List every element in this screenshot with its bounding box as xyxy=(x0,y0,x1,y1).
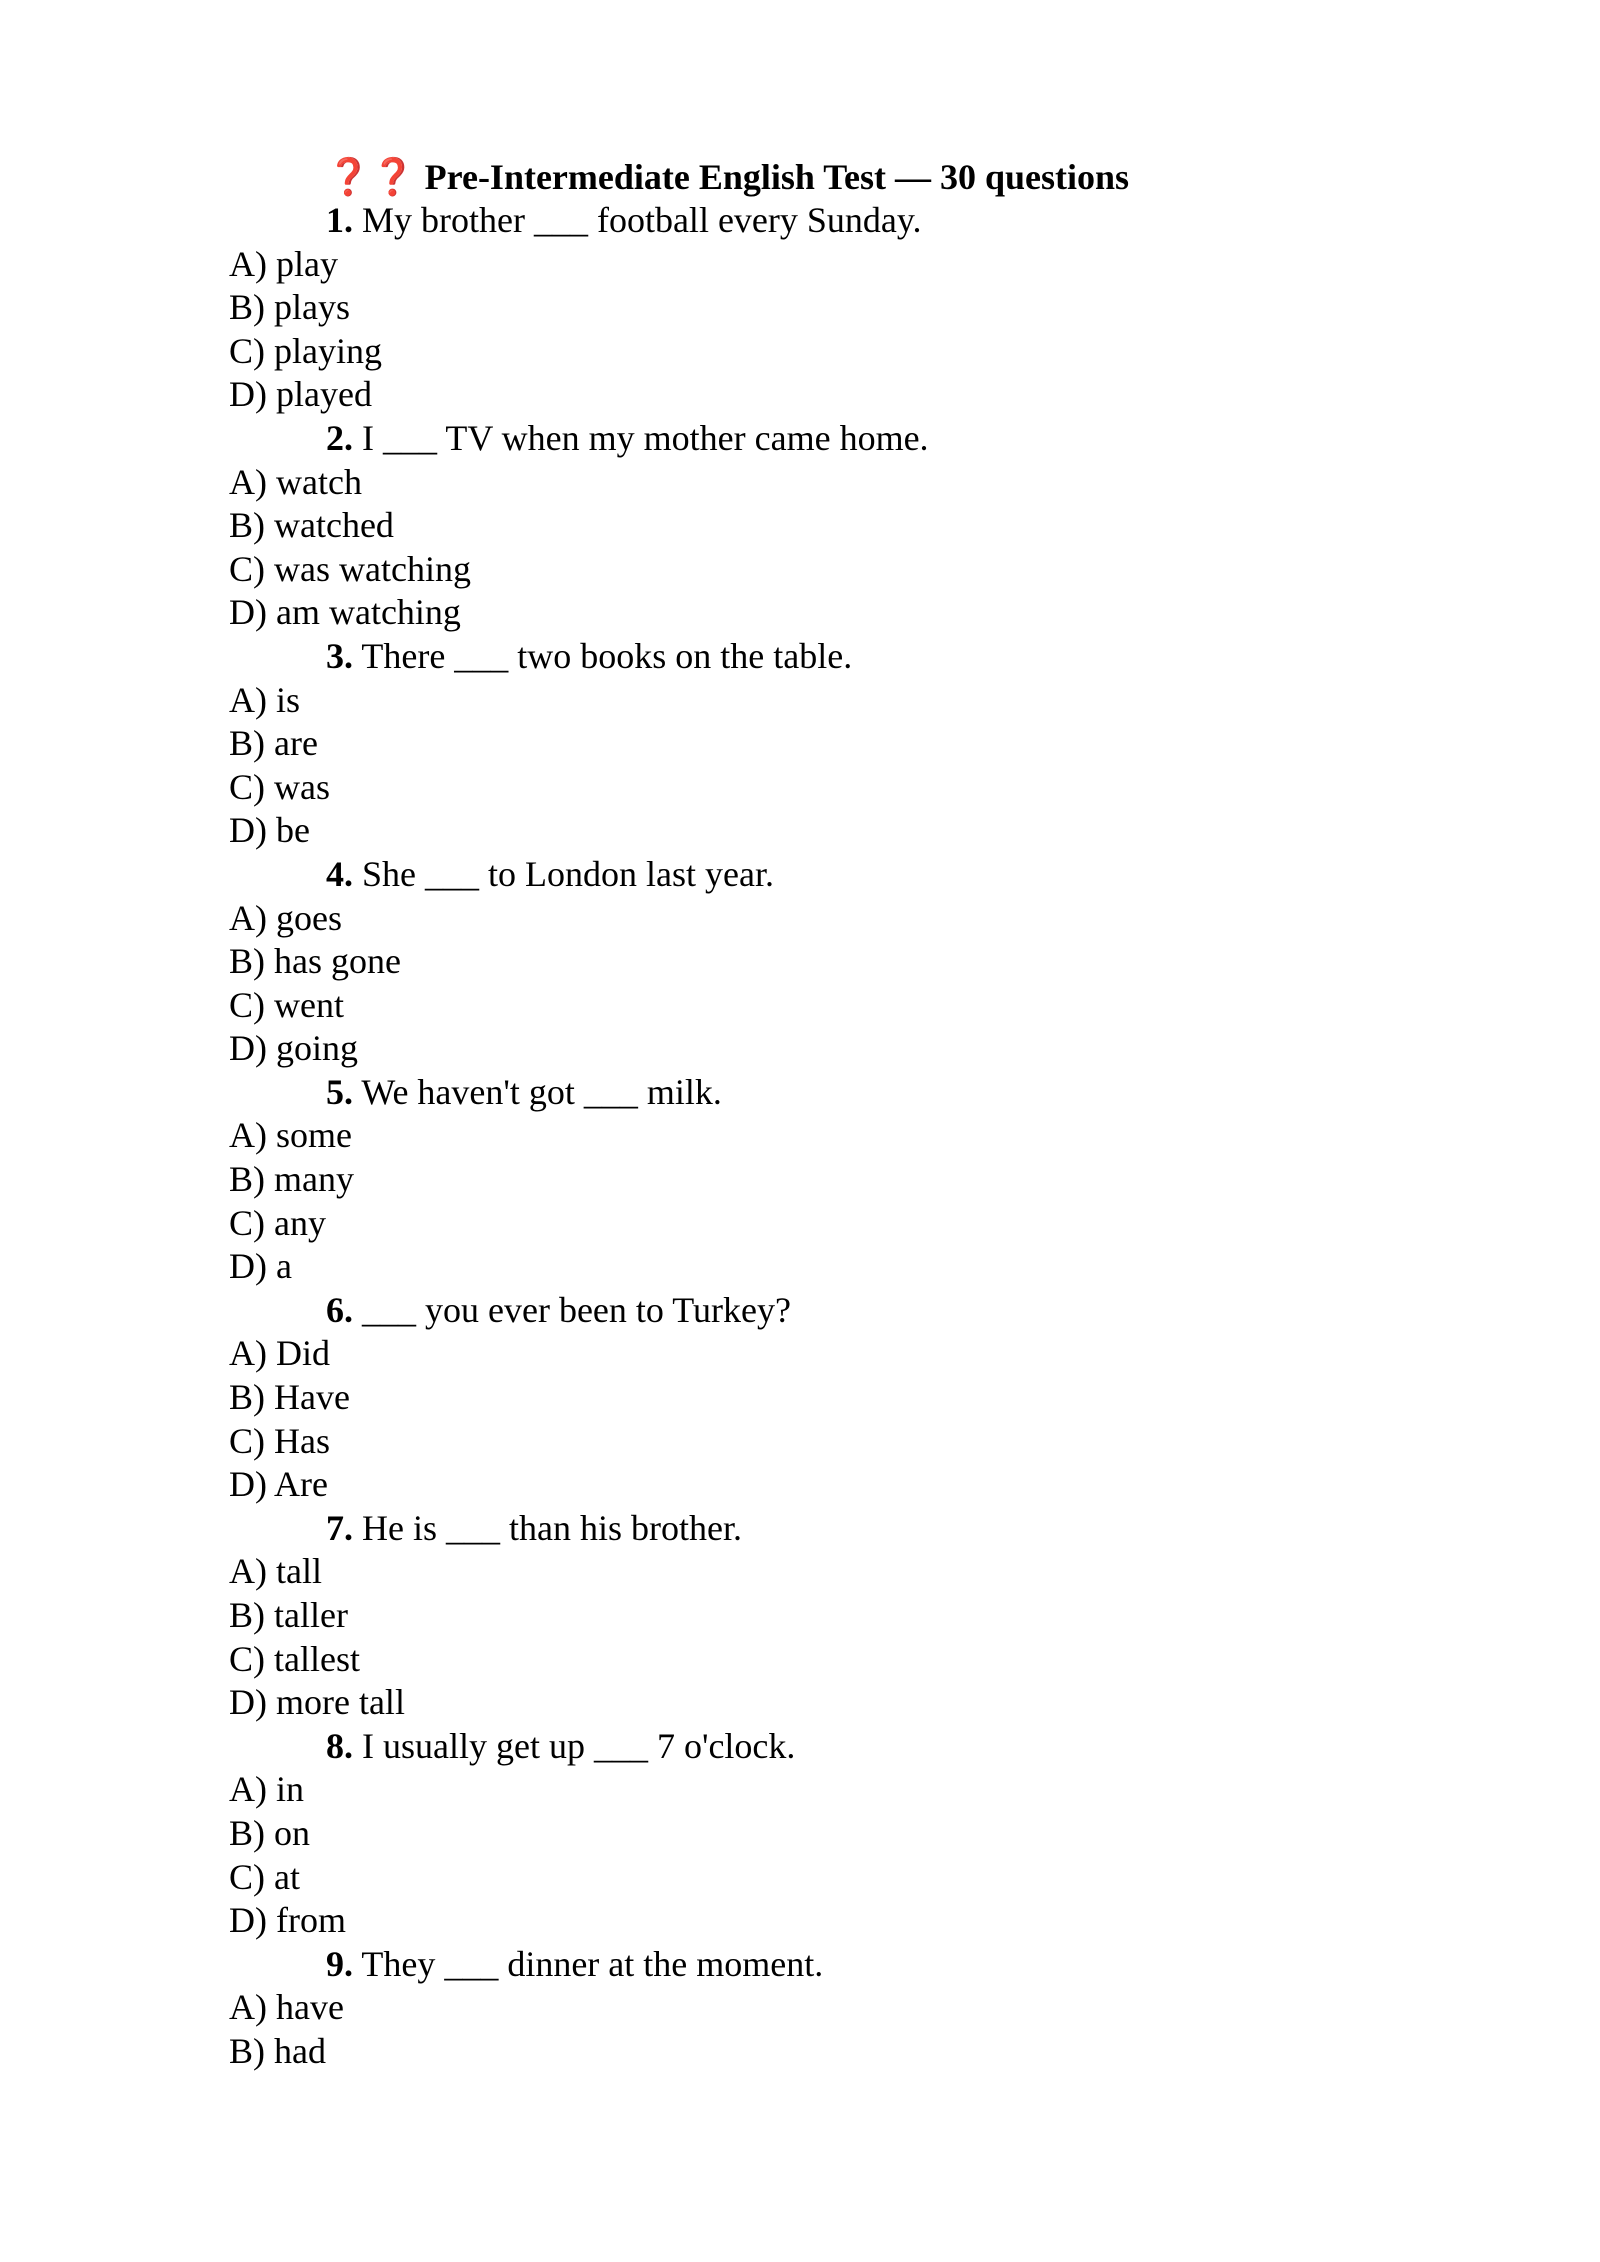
answer-option: A) play xyxy=(229,243,338,284)
question-4 xyxy=(229,853,1409,1071)
question-text: ___ you ever been to Turkey? xyxy=(362,1289,791,1330)
question-6 xyxy=(229,1289,1409,1507)
question-5 xyxy=(229,1071,1409,1289)
answer-option: A) watch xyxy=(229,461,362,502)
question-text: They ___ dinner at the moment. xyxy=(361,1943,824,1984)
answer-option: B) on xyxy=(229,1812,310,1853)
document-title: ❓❓ Pre-Intermediate English Test — 30 questions xyxy=(326,157,1130,197)
question-number: 2. xyxy=(326,417,353,458)
answer-option: C) was watching xyxy=(229,548,471,589)
question-number: 4. xyxy=(326,853,353,894)
answer-option: A) Did xyxy=(229,1333,330,1374)
question-text: There ___ two books on the table. xyxy=(361,635,853,676)
answer-option: D) Are xyxy=(229,1464,328,1505)
question-text: He is ___ than his brother. xyxy=(362,1507,742,1548)
question-text: She ___ to London last year. xyxy=(362,853,774,894)
answer-option: C) any xyxy=(229,1202,326,1243)
answer-option: C) at xyxy=(229,1856,300,1897)
answer-option: B) are xyxy=(229,723,318,764)
question-1 xyxy=(229,199,1409,417)
answer-option: A) some xyxy=(229,1115,352,1156)
question-text: I ___ TV when my mother came home. xyxy=(362,417,929,458)
question-list xyxy=(229,199,1409,2074)
answer-option: A) have xyxy=(229,1987,344,2028)
answer-option: C) tallest xyxy=(229,1638,360,1679)
answer-option: A) goes xyxy=(229,897,342,938)
answer-option: C) went xyxy=(229,984,344,1025)
answer-option: B) watched xyxy=(229,505,394,546)
answer-option: D) am watching xyxy=(229,592,461,633)
question-line xyxy=(229,1507,1409,1551)
question-7 xyxy=(229,1507,1409,1725)
answer-option: D) played xyxy=(229,374,372,415)
answer-option: A) tall xyxy=(229,1551,322,1592)
answer-option: C) Has xyxy=(229,1420,330,1461)
question-line xyxy=(229,1289,1409,1333)
question-line xyxy=(229,1943,1409,1987)
answer-option: C) playing xyxy=(229,330,382,371)
answer-option: D) be xyxy=(229,810,310,851)
question-3 xyxy=(229,635,1409,853)
question-number: 1. xyxy=(326,200,353,240)
test-document xyxy=(229,155,1409,2074)
answer-option: C) was xyxy=(229,766,330,807)
question-8 xyxy=(229,1725,1409,1943)
question-number: 5. xyxy=(326,1071,353,1112)
question-line xyxy=(229,417,1409,461)
question-2 xyxy=(229,417,1409,635)
answer-option: B) has gone xyxy=(229,941,401,982)
answer-option: B) taller xyxy=(229,1595,348,1635)
question-text: We haven't got ___ milk. xyxy=(361,1071,722,1112)
question-line xyxy=(229,635,1409,679)
answer-option: D) from xyxy=(229,1900,346,1941)
question-line xyxy=(229,199,1409,243)
answer-option: B) plays xyxy=(229,287,350,328)
question-number: 6. xyxy=(326,1289,353,1330)
answer-option: A) is xyxy=(229,679,300,720)
question-number: 3. xyxy=(326,635,353,676)
question-line xyxy=(229,853,1409,897)
answer-option: D) going xyxy=(229,1028,358,1069)
question-number: 7. xyxy=(326,1507,353,1548)
question-9 xyxy=(229,1943,1409,2074)
question-line xyxy=(229,1071,1409,1115)
question-number: 9. xyxy=(326,1943,353,1984)
answer-option: D) more tall xyxy=(229,1682,405,1723)
question-text: I usually get up ___ 7 o'clock. xyxy=(362,1725,796,1766)
answer-option: A) in xyxy=(229,1769,304,1810)
answer-option: B) had xyxy=(229,2030,326,2071)
answer-option: D) a xyxy=(229,1246,292,1287)
answer-option: B) many xyxy=(229,1159,354,1200)
question-text: My brother ___ football every Sunday. xyxy=(362,200,922,240)
question-line xyxy=(229,1725,1409,1769)
answer-option: B) Have xyxy=(229,1377,350,1418)
question-number: 8. xyxy=(326,1725,353,1766)
